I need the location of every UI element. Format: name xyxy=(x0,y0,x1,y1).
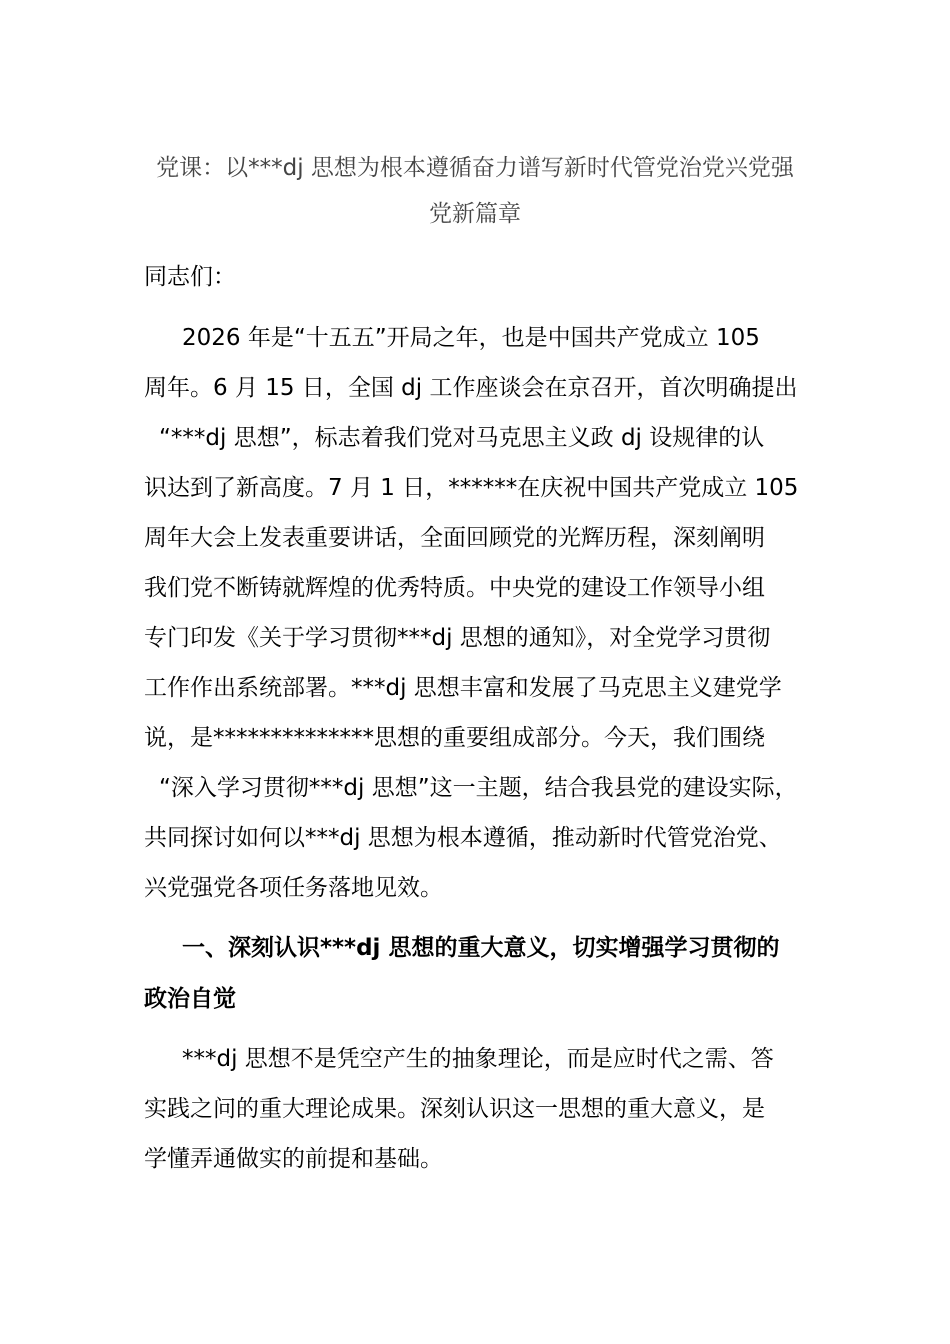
paragraph-line: 识达到了新高度。7 月 1 日，******在庆祝中国共产党成立 105 xyxy=(144,475,799,501)
paragraph-line: 共同探讨如何以***dj 思想为根本遵循，推动新时代管党治党、 xyxy=(144,825,782,851)
intro-paragraph xyxy=(144,313,814,913)
heading-line: 政治自觉 xyxy=(144,986,236,1012)
paragraph-line: 我们党不断铸就辉煌的优秀特质。中央党的建设工作领导小组 xyxy=(144,575,765,601)
paragraph-line: 兴党强党各项任务落地见效。 xyxy=(144,875,443,901)
title-line: 党课：以***dj 思想为根本遵循奋力谱写新时代管党治党兴党强 xyxy=(156,155,794,181)
paragraph-line: “深入学习贯彻***dj 思想”这一主题，结合我县党的建设实际， xyxy=(159,775,798,801)
greeting: 同志们： xyxy=(144,264,236,290)
paragraph-line: 学懂弄通做实的前提和基础。 xyxy=(144,1146,443,1172)
paragraph-line: 专门印发《关于学习贯彻***dj 思想的通知》，对全党学习贯彻 xyxy=(144,625,771,651)
title-line: 党新篇章 xyxy=(429,201,521,227)
paragraph-line: 说，是**************思想的重要组成部分。今天，我们围绕 xyxy=(144,725,765,751)
paragraph-line: 工作作出系统部署。***dj 思想丰富和发展了马克思主义建党学 xyxy=(144,675,782,701)
paragraph-line: 2026 年是“十五五”开局之年，也是中国共产党成立 105 xyxy=(182,325,760,351)
paragraph-line: 实践之问的重大理论成果。深刻认识这一思想的重大意义，是 xyxy=(144,1096,765,1122)
section-heading xyxy=(144,923,814,1025)
document-title xyxy=(144,145,806,237)
paragraph-line: 周年。6 月 15 日，全国 dj 工作座谈会在京召开，首次明确提出 xyxy=(144,375,798,401)
paragraph-line: 周年大会上发表重要讲话，全面回顾党的光辉历程，深刻阐明 xyxy=(144,525,765,551)
paragraph-line: “***dj 思想”，标志着我们党对马克思主义政 dj 设规律的认 xyxy=(159,425,765,451)
paragraph-line: ***dj 思想不是凭空产生的抽象理论，而是应时代之需、答 xyxy=(182,1046,774,1072)
section-paragraph xyxy=(144,1034,814,1184)
heading-line: 一、深刻认识***dj 思想的重大意义，切实增强学习贯彻的 xyxy=(182,935,780,961)
